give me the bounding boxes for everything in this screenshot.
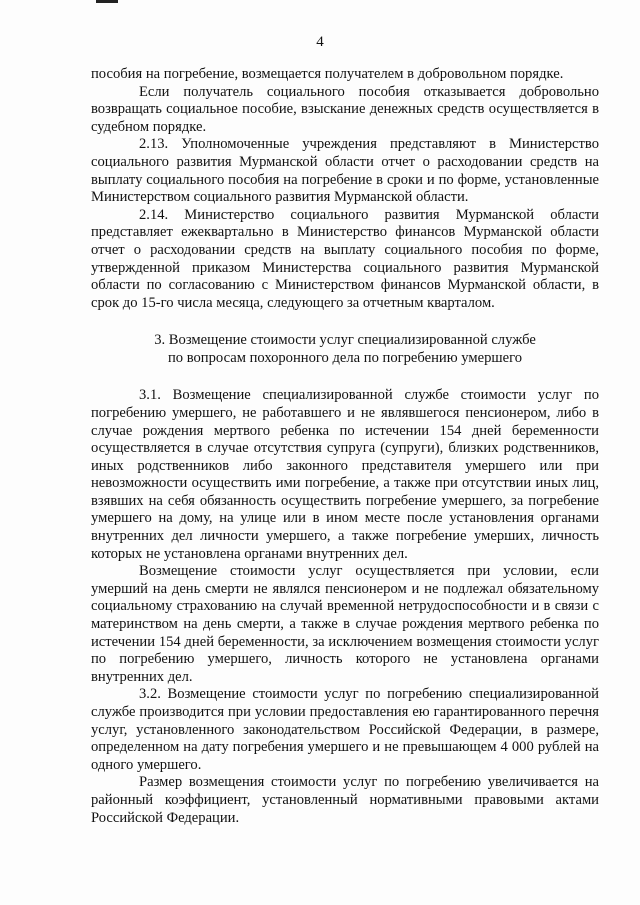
paragraph-refund-refusal: Если получатель социального пособия отказывается добровольно возвращать социальное пособие, взыскание денежных средств осуществляется в судебном порядке. bbox=[91, 83, 599, 135]
section-heading-line-1: 3. Возмещение стоимости услуг специализированной службе bbox=[154, 332, 536, 349]
paragraph-3-1: 3.1. Возмещение специализированной службе стоимости услуг по погребению умершего, не работавшего и не являвшегося пенсионером, либо в случае рождения мертвого ребенка по истечении 154 дней беременности осуществляется в случае отсутствия супруга (супруги), близких родственников, иных родственников либо законного представителя умершего или при невозможности осуществить ими погребение, а также при отсутствии иных лиц, взявших на себя обязанность осуществить погребение умершего, за погребение умершего на дому, на улице или в ином месте после установления органами внутренних дел личности умершего, а также погребение умерших, личность которых не установлена органами внутренних дел. bbox=[91, 387, 599, 562]
scan-artifact bbox=[96, 0, 118, 3]
paragraph-2-14: 2.14. Министерство социального развития Мурманской области представляет ежеквартально в Министерство финансов Мурманской области отчет о расходовании средств на выплату социального пособия по форме, утвержденной приказом Министерства социального развития Мурманской области по согласованию с Министерством финансов Мурманской области, в срок до 15-го числа месяца, следующего за отчетным кварталом. bbox=[91, 206, 599, 311]
paragraph-2-13: 2.13. Уполномоченные учреждения представляют в Министерство социального развития Мурманской области отчет о расходовании средств на выплату социального пособия на погребение в сроки и по форме, установленные Министерством социального развития Мурманской области. bbox=[91, 136, 599, 206]
section-heading bbox=[91, 331, 599, 367]
paragraph-3-2: 3.2. Возмещение стоимости услуг по погребению специализированной службе производится при условии предоставления ею гарантированного перечня услуг, установленного законодательством Российской Федерации, в размере, определенном на дату погребения умершего и не превышающем 4 000 рублей на одного умершего. bbox=[91, 686, 599, 773]
paragraph-continuation: пособия на погребение, возмещается получателем в добровольном порядке. bbox=[91, 66, 564, 82]
paragraph-regional-coefficient: Размер возмещения стоимости услуг по погребению увеличивается на районный коэффициент, установленный нормативными правовыми актами Российской Федерации. bbox=[91, 774, 599, 826]
section-heading-line-2: по вопросам похоронного дела по погребению умершего bbox=[167, 350, 523, 367]
paragraph-reimbursement-condition: Возмещение стоимости услуг осуществляется при условии, если умерший на день смерти не являлся пенсионером и не подлежал обязательному социальному страхованию на случай временной нетрудоспособности и в связи с материнством на день смерти, а также в случае рождения мертвого ребенка по истечении 154 дней беременности, за исключением возмещения стоимости услуг по погребению умершего, личность которого не установлена органами внутренних дел. bbox=[91, 563, 599, 685]
document-body bbox=[91, 66, 599, 827]
page-number: 4 bbox=[316, 34, 324, 50]
